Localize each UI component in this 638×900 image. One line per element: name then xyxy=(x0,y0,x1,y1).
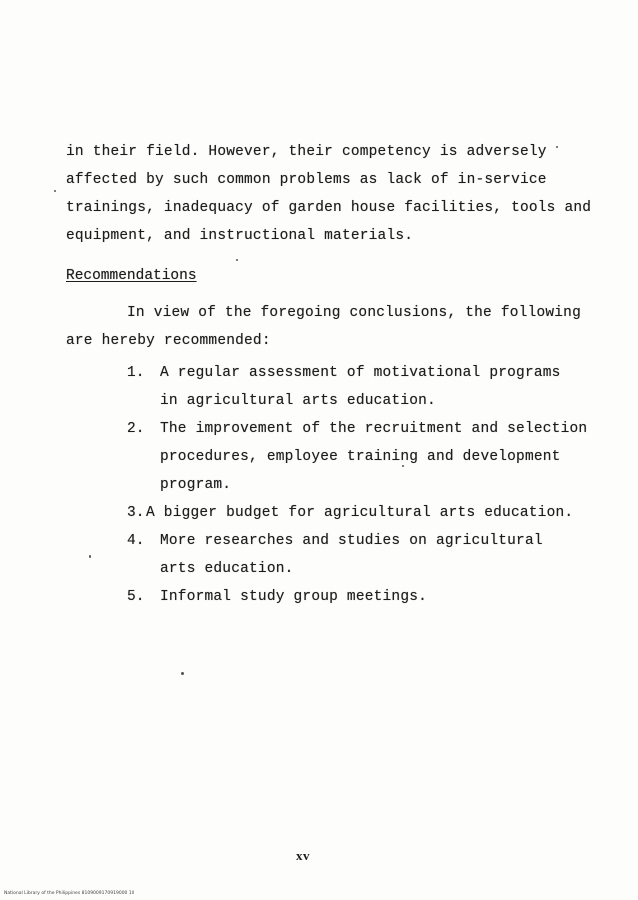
lead-line-2: are hereby recommended: xyxy=(66,333,271,349)
scan-speck xyxy=(89,555,91,558)
page-number: xv xyxy=(296,848,310,863)
scan-speck xyxy=(181,672,184,675)
recommendation-number: 5. xyxy=(127,589,145,605)
recommendation-number: 1. xyxy=(127,365,145,381)
recommendation-2-line-1: The improvement of the recruitment and selection xyxy=(160,421,588,437)
section-heading: Recommendations xyxy=(66,268,197,284)
recommendation-number: 2. xyxy=(127,421,145,437)
recommendation-2-line-2: procedures, employee training and development xyxy=(160,449,561,465)
intro-line-3: trainings, inadequacy of garden house facilities, tools and xyxy=(66,200,592,216)
lead-line-1: In view of the foregoing conclusions, the following xyxy=(127,305,581,321)
footer-library-stamp: National Library of the Philippines 8109009170919000 1ll xyxy=(4,891,135,896)
recommendation-number: 3. xyxy=(127,505,145,521)
recommendation-4-line-2: arts education. xyxy=(160,561,294,577)
recommendation-4-line-1: More researches and studies on agricultural xyxy=(160,533,543,549)
scan-speck xyxy=(236,259,238,261)
scan-speck xyxy=(54,190,56,192)
recommendation-5-line-1: Informal study group meetings. xyxy=(160,589,428,605)
scan-speck xyxy=(556,146,558,148)
recommendation-number: 4. xyxy=(127,533,145,549)
intro-line-2: affected by such common problems as lack of in-service xyxy=(66,172,547,188)
recommendation-3-line-1: A bigger budget for agricultural arts education. xyxy=(146,505,574,521)
intro-line-4: equipment, and instructional materials. xyxy=(66,228,414,244)
recommendation-1-line-2: in agricultural arts education. xyxy=(160,393,436,409)
scan-speck xyxy=(402,465,404,467)
intro-line-1: in their field. However, their competency is adversely xyxy=(66,144,547,160)
recommendation-1-line-1: A regular assessment of motivational programs xyxy=(160,365,561,381)
recommendation-2-line-3: program. xyxy=(160,477,232,493)
